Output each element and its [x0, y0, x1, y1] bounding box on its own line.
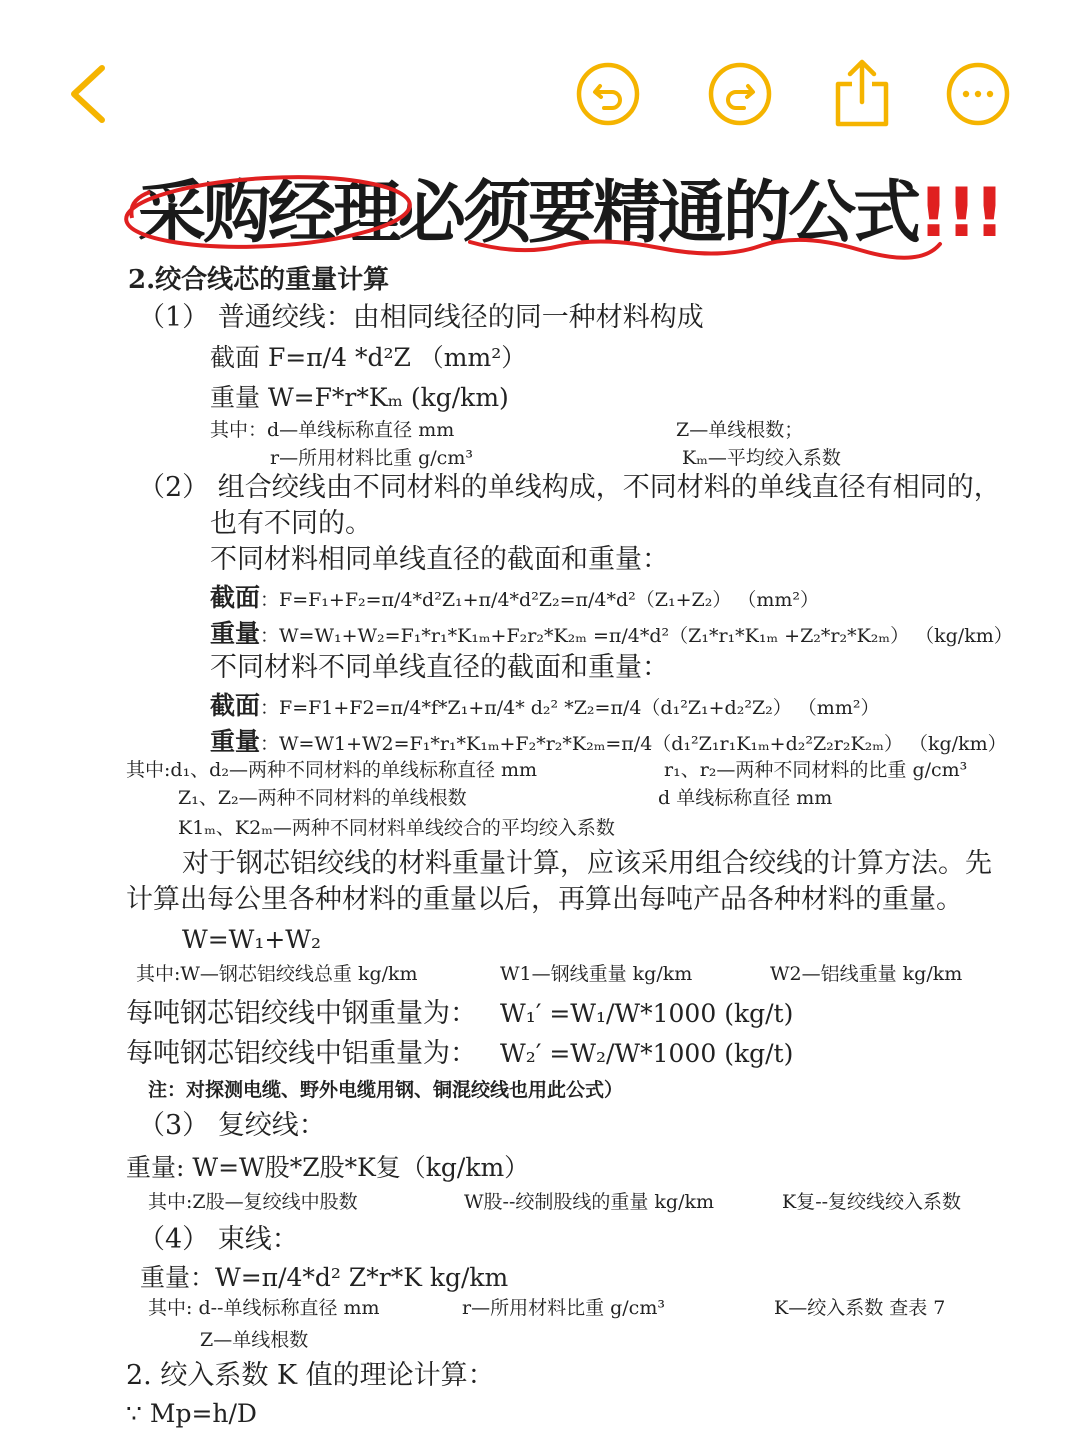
note-line: K复--复绞线绞入系数: [782, 1191, 962, 1213]
section-heading: 2.绞合线芯的重量计算: [128, 265, 390, 295]
note-line: 其中:Z股—复绞线中股数: [148, 1191, 358, 1213]
chevron-left-icon[interactable]: [60, 62, 120, 126]
text-line: 2. 绞入系数 K 值的理论计算：: [126, 1360, 495, 1391]
note-line: r—所用材料比重 g/cm³: [462, 1297, 665, 1319]
title-text: 采购经理必须要精通的公式: [138, 174, 919, 253]
toolbar: [0, 0, 1080, 170]
formula-line: W=W₁+W₂: [182, 925, 322, 954]
formula-line: W₁′ =W₁/W*1000 (kg/t): [500, 999, 794, 1028]
formula-text: ：F=F1+F2=π/4*f*Z₁+π/4* d₂² *Z₂=π/4（d₁²Z₁+d₂²Z₂） （mm²）: [260, 697, 880, 719]
formula-line: W₂′ =W₂/W*1000 (kg/t): [500, 1039, 794, 1068]
title-exclaim: !!!: [918, 174, 1003, 253]
text-line: 每吨钢芯铝绞线中钢重量为：: [126, 998, 477, 1029]
text-line: 对于钢芯铝绞线的材料重量计算，应该采用组合绞线的计算方法。先: [182, 848, 992, 879]
text-line: 每吨钢芯铝绞线中铝重量为：: [126, 1038, 477, 1069]
note-line: Z—单线根数；: [676, 419, 804, 441]
formula-line: 重量 W=F*r*Kₘ (kg/km): [210, 383, 509, 412]
note-line: 其中:W—钢芯铝绞线总重 kg/km: [136, 963, 418, 985]
label-bold: 重量: [210, 727, 261, 756]
formula-text: ：W=W₁+W₂=F₁*r₁*K₁ₘ+F₂r₂*K₂ₘ =π/4*d²（Z₁*r₁*K₁ₘ +Z₂*r₂*K₂ₘ） （kg/km）: [260, 625, 1013, 647]
note-bold: 注：对探测电缆、野外电缆用钢、铜混绞线也用此公式）: [148, 1079, 624, 1101]
note-line: 其中:d₁、d₂—两种不同材料的单线标称直径 mm: [126, 759, 538, 781]
redo-icon[interactable]: [708, 62, 772, 126]
formula-text: ：F=F₁+F₂=π/4*d²Z₁+π/4*d²Z₂=π/4*d²（Z₁+Z₂） （mm²）: [260, 589, 820, 611]
note-line: Z₁、Z₂—两种不同材料的单线根数: [178, 787, 467, 809]
document-page: [0, 258, 1080, 1440]
note-line: r—所用材料比重 g/cm³: [270, 447, 473, 469]
formula-line: 重量: W=W股*Z股*K复（kg/km）: [126, 1153, 530, 1182]
text-line: 计算出每公里各种材料的重量以后，再算出每吨产品各种材料的重量。: [126, 884, 963, 915]
note-line: d 单线标称直径 mm: [658, 787, 833, 809]
note-line: W股--绞制股线的重量 kg/km: [464, 1191, 715, 1213]
text-line: （3） 复绞线：: [138, 1110, 326, 1141]
text-line: 不同材料不同单线直径的截面和重量：: [210, 652, 669, 683]
note-line: K—绞入系数 查表 7: [774, 1297, 946, 1319]
note-line: 其中: d--单线标称直径 mm: [148, 1297, 380, 1319]
note-line: 其中：d—单线标称直径 mm: [210, 419, 455, 441]
formula-line: 重量：W=π/4*d² Z*r*K kg/km: [140, 1263, 509, 1292]
text-line: 也有不同的。: [210, 508, 372, 539]
note-line: r₁、r₂—两种不同材料的比重 g/cm³: [664, 759, 968, 781]
text-line: （4） 束线：: [138, 1224, 299, 1255]
text-line: 不同材料相同单线直径的截面和重量：: [210, 544, 669, 575]
formula-line: ∵ Mp=h/D: [126, 1399, 257, 1428]
note-line: W2—铝线重量 kg/km: [770, 963, 963, 985]
undo-icon[interactable]: [576, 62, 640, 126]
formula-text: ：W=W1+W2=F₁*r₁*K₁ₘ+F₂*r₂*K₂ₘ=π/4（d₁²Z₁r₁K₁ₘ+d₂²Z₂r₂K₂ₘ） （kg/km）: [260, 733, 1007, 755]
formula-line: 截面 F=π/4 *d²Z （mm²）: [210, 343, 527, 372]
text-line: （2） 组合绞线由不同材料的单线构成，不同材料的单线直径有相同的，: [138, 472, 1001, 503]
note-line: K1ₘ、K2ₘ—两种不同材料单线绞合的平均绞入系数: [178, 817, 615, 839]
more-icon[interactable]: [946, 62, 1010, 126]
label-bold: 重量: [210, 619, 261, 648]
note-line: Z—单线根数: [200, 1329, 309, 1351]
share-icon[interactable]: [834, 56, 890, 128]
label-bold: 截面: [210, 691, 261, 720]
title-highlight-marks: [0, 170, 1080, 260]
title-area: [0, 170, 1080, 260]
note-line: Kₘ—平均绞入系数: [682, 447, 841, 469]
label-bold: 截面: [210, 583, 261, 612]
note-line: W1—钢线重量 kg/km: [500, 963, 693, 985]
text-line: （1） 普通绞线：由相同线径的同一种材料构成: [138, 302, 704, 333]
